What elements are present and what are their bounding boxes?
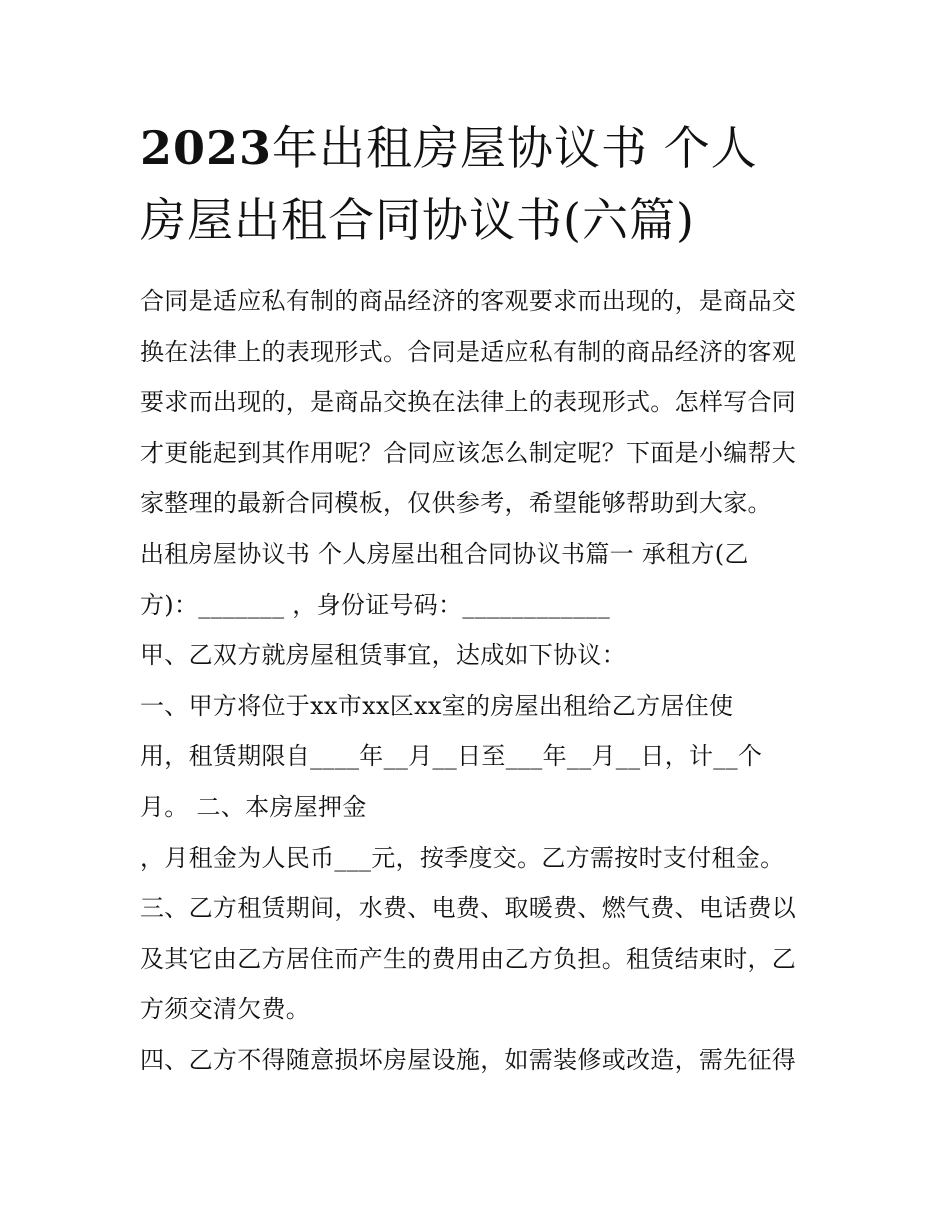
title-line-1 — [140, 112, 820, 184]
body-line: 月。 二、本房屋押金 — [140, 792, 367, 821]
document-body — [140, 276, 820, 1086]
body-line: 家整理的最新合同模板，仅供参考，希望能够帮助到大家。 — [140, 489, 772, 518]
body-line: 三、乙方租赁期间，水费、电费、取暖费、燃气费、电话费以 — [140, 894, 797, 923]
body-line: 一、甲方将位于xx市xx区xx室的房屋出租给乙方居住使 — [140, 691, 734, 720]
body-line: 四、乙方不得随意损坏房屋设施，如需装修或改造，需先征得 — [140, 1045, 797, 1074]
body-line: 方须交清欠费。 — [140, 995, 311, 1024]
body-line: 及其它由乙方居住而产生的费用由乙方负担。租赁结束时，乙 — [140, 944, 797, 973]
body-line: ，月租金为人民币___元，按季度交。乙方需按时支付租金。 — [140, 843, 785, 872]
body-line: 甲、乙双方就房屋租赁事宜，达成如下协议： — [140, 641, 626, 670]
title-year: 2023 — [140, 121, 273, 175]
body-line: 换在法律上的表现形式。合同是适应私有制的商品经济的客观 — [140, 337, 797, 366]
title-line-1-text: 年出租房屋协议书 个人 — [272, 121, 758, 175]
body-line: 方)：_______ ，身份证号码：____________ — [140, 590, 610, 619]
body-line: 合同是适应私有制的商品经济的客观要求而出现的，是商品交 — [140, 287, 797, 315]
body-line: 出租房屋协议书 个人房屋出租合同协议书篇一 承租方(乙 — [140, 539, 749, 568]
body-line: 才更能起到其作用呢？合同应该怎么制定呢？下面是小编帮大 — [140, 438, 797, 467]
body-line: 要求而出现的，是商品交换在法律上的表现形式。怎样写合同 — [140, 388, 797, 417]
title-line-2: 房屋出租合同协议书(六篇) — [140, 193, 695, 247]
document-title — [140, 112, 820, 256]
body-line: 用，租赁期限自____年__月__日至___年__月__日，计__个 — [140, 742, 763, 771]
